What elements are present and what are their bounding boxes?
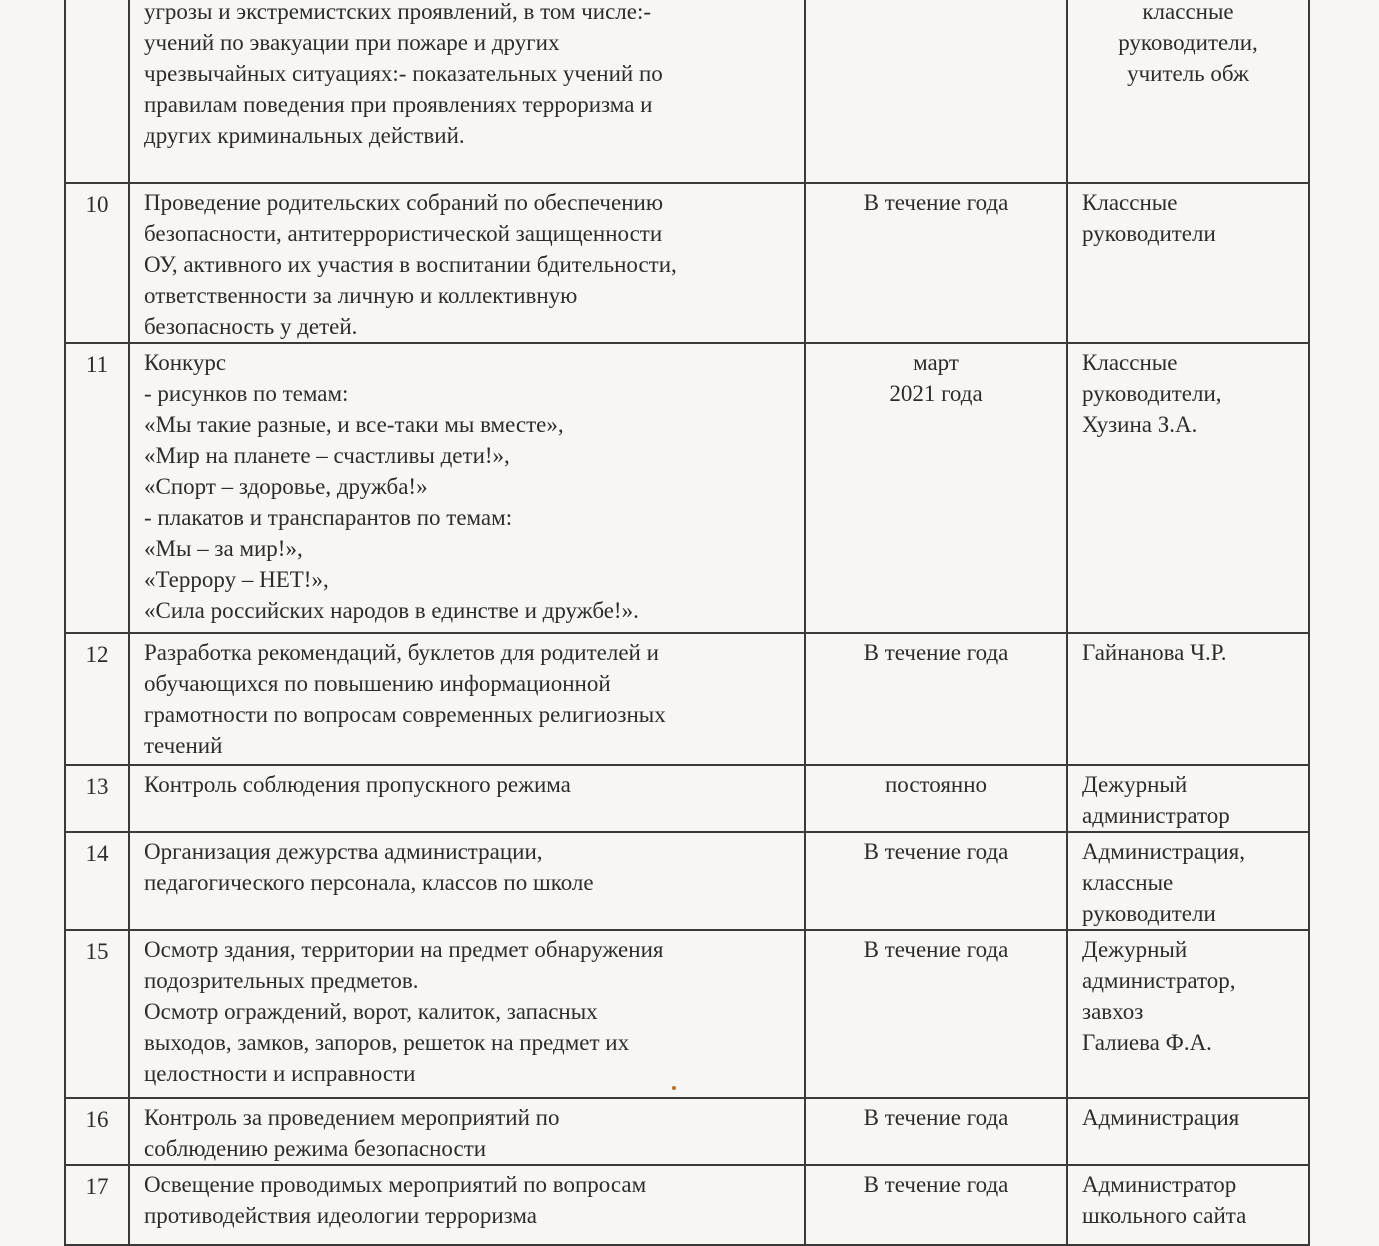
activity-text: Освещение проводимых мероприятий по вопросам противодействия идеологии терроризма xyxy=(144,1172,647,1228)
row-number-cell xyxy=(65,765,129,832)
responsible-cell xyxy=(1067,633,1309,765)
table-row xyxy=(65,1165,1309,1245)
row-number: 17 xyxy=(85,1174,109,1199)
activity-text: Контроль соблюдения пропускного режима xyxy=(144,772,571,797)
deadline-text: В течение года xyxy=(863,640,1009,665)
table-row xyxy=(65,633,1309,765)
deadline-cell xyxy=(805,1165,1067,1245)
activity-cell xyxy=(129,633,805,765)
responsible-text: Дежурный администратор xyxy=(1082,772,1230,828)
row-number-cell xyxy=(65,832,129,930)
row-number-cell xyxy=(65,633,129,765)
row-number: 15 xyxy=(85,939,109,964)
deadline-text: март 2021 года xyxy=(889,350,983,406)
responsible-text: Гайнанова Ч.Р. xyxy=(1082,640,1227,665)
table-row xyxy=(65,832,1309,930)
table-row xyxy=(65,930,1309,1098)
deadline-text: В течение года xyxy=(863,1105,1009,1130)
activity-text: Разработка рекомендаций, буклетов для родителей и обучающихся по повышению информационной грамотности по вопросам современных религиозных течений xyxy=(144,640,666,758)
deadline-cell xyxy=(805,343,1067,633)
row-number: 16 xyxy=(85,1107,109,1132)
activity-cell xyxy=(129,765,805,832)
row-number-cell xyxy=(65,1165,129,1245)
activity-text: Проведение родительских собраний по обеспечению безопасности, антитеррористической защищенности ОУ, активного их участия в воспитании бдительности, ответственности за личную и коллективную безопасность у детей. xyxy=(144,190,677,339)
activity-text: Конкурс - рисунков по темам: «Мы такие разные, и все-таки мы вместе», «Мир на планете – счастливы дети!», «Спорт – здоровье, дружба!» - плакатов и транспарантов по темам: «Мы – за мир!», «Террору – НЕТ!», «Сила российских народов в единстве и дружбе!». xyxy=(144,350,639,623)
activity-cell xyxy=(129,930,805,1098)
table-row xyxy=(65,343,1309,633)
deadline-cell xyxy=(805,765,1067,832)
activity-text: Осмотр здания, территории на предмет обнаружения подозрительных предметов. Осмотр ограждений, ворот, калиток, запасных выходов, замков, запоров, решеток на предмет их целостности и исправности xyxy=(144,937,664,1086)
row-number-cell xyxy=(65,343,129,633)
table-row xyxy=(65,1098,1309,1165)
deadline-cell xyxy=(805,832,1067,930)
row-number: 13 xyxy=(85,774,109,799)
responsible-cell xyxy=(1067,930,1309,1098)
responsible-text: Классные руководители xyxy=(1082,190,1216,246)
responsible-cell xyxy=(1067,183,1309,343)
deadline-cell xyxy=(805,183,1067,343)
responsible-text: Классные руководители, Хузина З.А. xyxy=(1082,350,1222,437)
activities-table xyxy=(64,0,1310,1246)
activity-cell xyxy=(129,343,805,633)
deadline-text: В течение года xyxy=(863,839,1009,864)
activity-text: Контроль за проведением мероприятий по соблюдению режима безопасности xyxy=(144,1105,560,1161)
responsible-text: Администрация xyxy=(1082,1105,1240,1130)
responsible-cell xyxy=(1067,832,1309,930)
activity-text: Организация дежурства администрации, педагогического персонала, классов по школе xyxy=(144,839,594,895)
row-number: 12 xyxy=(85,642,109,667)
row-number: 11 xyxy=(85,352,109,377)
activity-cell xyxy=(129,832,805,930)
activity-text: угрозы и экстремистских проявлений, в том числе:- учений по эвакуации при пожаре и других чрезвычайных ситуациях:- показательных учений по правилам поведения при проявлениях терроризма и других криминальных действий. xyxy=(144,0,663,148)
deadline-text: постоянно xyxy=(884,772,988,797)
deadline-cell xyxy=(805,633,1067,765)
table-row xyxy=(65,0,1309,183)
deadline-text: В течение года xyxy=(863,1172,1009,1197)
responsible-cell xyxy=(1067,0,1309,183)
deadline-cell xyxy=(805,1098,1067,1165)
responsible-cell xyxy=(1067,765,1309,832)
deadline-cell xyxy=(805,0,1067,183)
row-number: 10 xyxy=(85,192,109,217)
responsible-cell xyxy=(1067,1165,1309,1245)
deadline-text: В течение года xyxy=(863,937,1009,962)
activity-cell xyxy=(129,1098,805,1165)
responsible-cell xyxy=(1067,1098,1309,1165)
responsible-text: Администрация, классные руководители xyxy=(1082,839,1245,926)
activity-cell xyxy=(129,0,805,183)
activity-cell xyxy=(129,1165,805,1245)
row-number-cell xyxy=(65,0,129,183)
row-number-cell xyxy=(65,183,129,343)
deadline-text: В течение года xyxy=(863,190,1009,215)
activity-cell xyxy=(129,183,805,343)
responsible-text: Дежурный администратор, завхоз Галиева Ф.А. xyxy=(1082,937,1236,1055)
responsible-cell xyxy=(1067,343,1309,633)
row-number-cell xyxy=(65,930,129,1098)
row-number: 14 xyxy=(85,841,109,866)
deadline-cell xyxy=(805,930,1067,1098)
responsible-text: Администратор школьного сайта xyxy=(1082,1172,1247,1228)
ink-speck xyxy=(672,1086,676,1090)
row-number-cell xyxy=(65,1098,129,1165)
responsible-text: классные руководители, учитель обж xyxy=(1118,0,1258,86)
table-row xyxy=(65,765,1309,832)
table-row xyxy=(65,183,1309,343)
